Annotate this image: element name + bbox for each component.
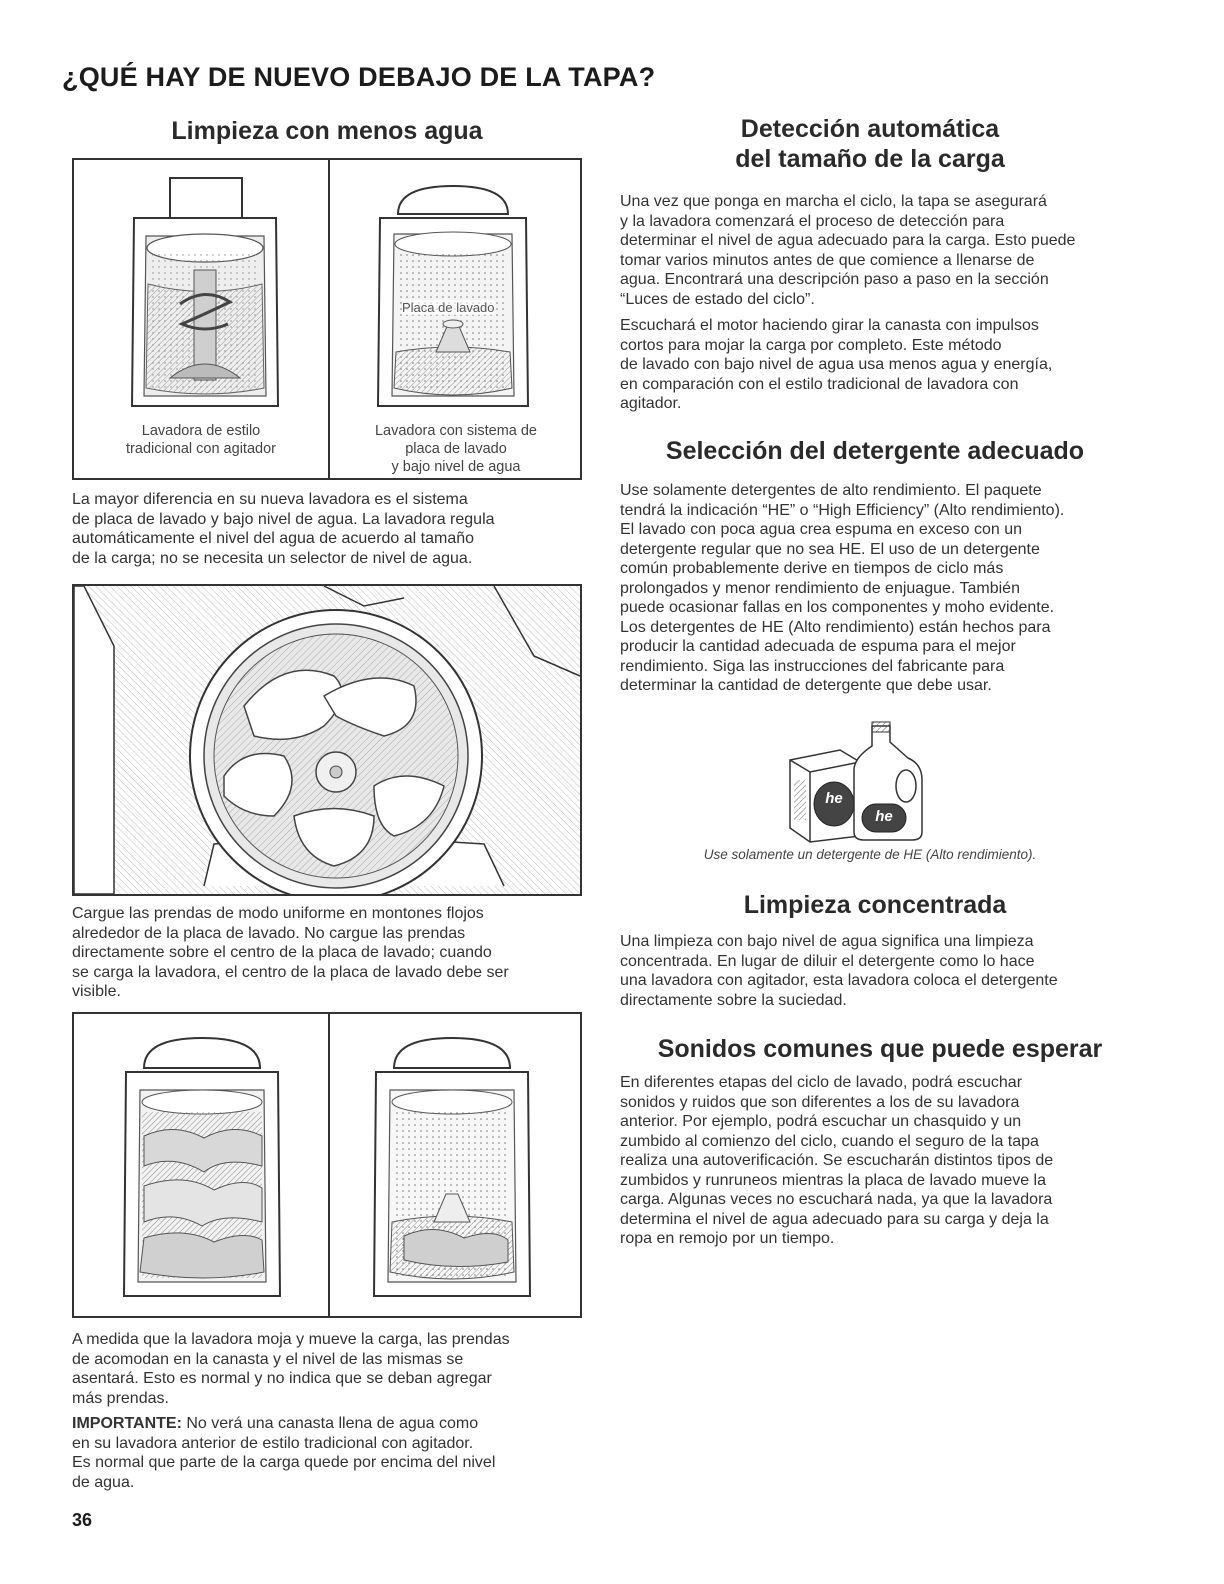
paragraph-load-settles: A medida que la lavadora moja y mueve la carga, las prendas de acomodan en la canasta y el nivel de las mismas se asentará. Esto es normal y no indica que se deban agregar más prendas. [72, 1331, 510, 1407]
paragraph-main-difference: La mayor diferencia en su nueva lavadora es el sistema de placa de lavado y bajo nivel de agua. La lavadora regula automáticamente el nivel del agua de acuerdo al tamaño de la carga; no se necesita un selector de nivel de agua. [72, 491, 495, 567]
paragraph-detection-2: Escuchará el motor haciendo girar la canasta con impulsos cortos para mojar la carga por completo. Este método de lavado con bajo nivel de agua usa menos agua y energía, en comparación con el estilo tradicional de lavadora con agitador. [620, 317, 1053, 412]
heading-seleccion-detergente: Selección del detergente adecuado [665, 437, 1085, 465]
figure-loaded-basket [72, 584, 582, 896]
he-logo-box-text: he [825, 790, 843, 807]
paragraph-load-evenly: Cargue las prendas de modo uniforme en montones flojos alrededor de la placa de lavado. No cargue las prendas directamente sobre el centro de la placa de lavado; cuando se carga la lavadora, el centro de la placa de lavado debe ser visible. [72, 905, 509, 1000]
paragraph-detection-1: Una vez que ponga en marcha el ciclo, la tapa se asegurará y la lavadora comenzará el proceso de detección para determinar el nivel de agua adecuado para la carga. Esto puede tomar varios minutos antes de que comience a llenarse de agua. Encontrará una descripción paso a paso en la sección “Luces de estado del ciclo”. [620, 193, 1076, 308]
paragraph-detergent: Use solamente detergentes de alto rendimiento. El paquete tendrá la indicación “HE” o “High Efficiency” (Alto rendimiento). El lavado con poca agua crea espuma en exceso con un detergente regular que no sea HE. El uso de un detergente común probablemente derive en tiempos de ciclo más prolongados y menor rendimiento de enjuague. También puede ocasionar fallas en los componentes y moho evidente. Los detergentes de HE (Alto rendimiento) están hechos para producir la cantidad adecuada de espuma para el mejor rendimiento. Siga las instrucciones del fabricante para determinar la cantidad de detergente que debe usar. [620, 482, 1065, 694]
he-washer-loaded-illustration [364, 1026, 540, 1306]
paragraph-sounds: En diferentes etapas del ciclo de lavado, podrá escuchar sonidos y ruidos que son diferentes a los de su lavadora anterior. Por ejemplo, podrá escuchar un chasquido y un zumbido al comienzo del ciclo, cuando el seguro de la tapa realiza una autoverificación. Se escucharán distintos tipos de zumbidos y runruneos mientras la placa de lavado mueve la carga. Algunas veces no escuchará nada, ya que la lavadora determina el nivel de agua adecuado para su carga y deja la ropa en remojo por un tiempo. [620, 1074, 1054, 1247]
figure-washer-comparison [72, 158, 582, 480]
figure-loaded-washers [72, 1012, 582, 1318]
he-logo-bottle-text: he [875, 808, 893, 825]
heading-sonidos-comunes: Sonidos comunes que puede esperar [657, 1035, 1103, 1063]
wash-plate-label: Placa de lavado [402, 300, 495, 315]
traditional-washer-loaded-illustration [114, 1026, 290, 1306]
heading-limpieza-concentrada: Limpieza concentrada [743, 891, 1007, 919]
caption-traditional-washer: Lavadora de estilo tradicional con agitador [126, 423, 276, 457]
page-title: ¿QUÉ HAY DE NUEVO DEBAJO DE LA TAPA? [62, 62, 656, 92]
paragraph-concentrated: Una limpieza con bajo nivel de agua significa una limpieza concentrada. En lugar de diluir el detergente como lo hace una lavadora con agitador, esta lavadora coloca el detergente directamente sobre la suciedad. [620, 933, 1058, 1009]
important-label: IMPORTANTE: [72, 1415, 182, 1432]
heading-deteccion-automatica: Detección automática del tamaño de la carga [735, 115, 1005, 173]
paragraph-important: IMPORTANTE: No verá una canasta llena de agua como en su lavadora anterior de estilo tradicional con agitador. Es normal que parte de la carga quede por encima del nivel de agua. [72, 1415, 496, 1491]
heading-limpieza-menos-agua: Limpieza con menos agua [171, 117, 483, 145]
traditional-washer-illustration [120, 174, 290, 418]
caption-he-washer: Lavadora con sistema de placa de lavado y bajo nivel de agua [374, 423, 537, 475]
caption-he-detergent: Use solamente un detergente de HE (Alto rendimiento). [703, 847, 1037, 862]
he-washer-illustration [368, 174, 538, 418]
loaded-basket-illustration [74, 586, 580, 894]
he-detergent-illustration [780, 720, 940, 844]
page-number: 36 [72, 1510, 93, 1530]
